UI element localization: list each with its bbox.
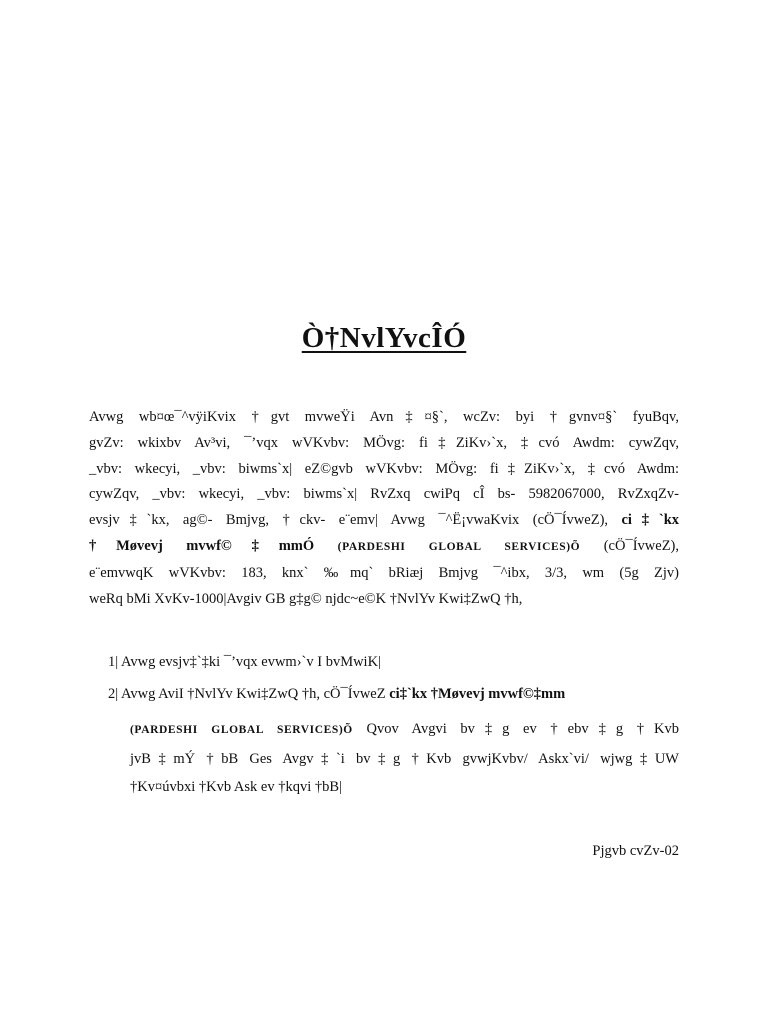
company-name-bold: ci‡`kx [621, 512, 680, 529]
list-item-continuation [130, 715, 679, 802]
list-item-text: Avwg evsjv‡`‡ki ¯’vqx evwm›`v I bvMwiK| [120, 654, 381, 670]
list-item [108, 654, 381, 671]
list-item [108, 686, 565, 703]
list-item-text: Avwg AviI †NvlYv Kwi‡ZwQ †h, cÖ¯ÍvweZ [120, 686, 386, 702]
paragraph-line: _vbv: wkecyi, _vbv: biwms`x| eZ©gvb wVKvbv: MÖvg: fi‡ZiKv›`x, ‡cvó Awdm: [89, 460, 679, 477]
company-name-english: (PARDESHI GLOBAL SERVICES)Õ [337, 540, 581, 553]
paragraph-line: cywZqv, _vbv: wkecyi, _vbv: biwms`x| RvZxq cwiPq cÎ bs- 5982067000, RvZxqZv- [89, 486, 679, 503]
paragraph-text: evsjv‡`kx, ag©- Bmjvg, †ckv- e¨emv| Avwg ¯^Ë¡vwaKvix (cÖ¯ÍvweZ), [89, 512, 609, 529]
paragraph-line: Avwg wb¤œ¯^vÿiKvix †gvt mvweŸi Avn‡¤§`, wcZv: byi †gvnv¤§` fyuBqv, [89, 409, 679, 425]
list-item-number: 2| [108, 686, 119, 702]
declaration-paragraph [89, 405, 679, 612]
paragraph-line: gvZv: wkixbv Av³vi, ¯’vqx wVKvbv: MÖvg: fi‡ZiKv›`x, ‡cvó Awdm: cywZqv, [89, 434, 679, 451]
company-name-english: (PARDESHI GLOBAL SERVICES)Õ [130, 724, 353, 736]
paragraph-text: (cÖ¯ÍvweZ), [603, 537, 680, 554]
list-item-text: Qvov Avgvi bv‡g ev †ebv‡g †Kvb [366, 721, 679, 737]
list-item-line: †Kv¤úvbxi †Kvb Ask ev †kqvi †bB| [130, 779, 342, 795]
paragraph-line: e¨emvwqK wVKvbv: 183, knx` ‰mq` bRiæj Bmjvg ¯^ibx, 3/3, wm (5g Zjv) [89, 564, 679, 581]
paragraph-line [89, 508, 679, 534]
list-item-line: jvB‡mÝ †bB Ges Avgv‡`i bv‡g †Kvb gvwjKvbv/ Askx`vi/ wjwg‡UW [130, 750, 679, 767]
document-title: Ò†NvlYvcÎÓ [301, 322, 467, 354]
paragraph-line: weRq bMi XvKv-1000|Avgiv GB g‡g© njdc~e©K †NvlYv Kwi‡ZwQ †h, [89, 590, 523, 607]
signature-line: Pjgvb cvZv-02 [592, 843, 679, 859]
list-item-number: 1| [108, 654, 119, 670]
paragraph-line [89, 534, 679, 561]
list-item-line [130, 715, 679, 745]
company-name-bold: ci‡`kx †Møvevj mvwf©‡mm [389, 686, 566, 702]
company-name-bold-cont: †Møvevj mvwf©‡mmÓ [89, 537, 315, 554]
